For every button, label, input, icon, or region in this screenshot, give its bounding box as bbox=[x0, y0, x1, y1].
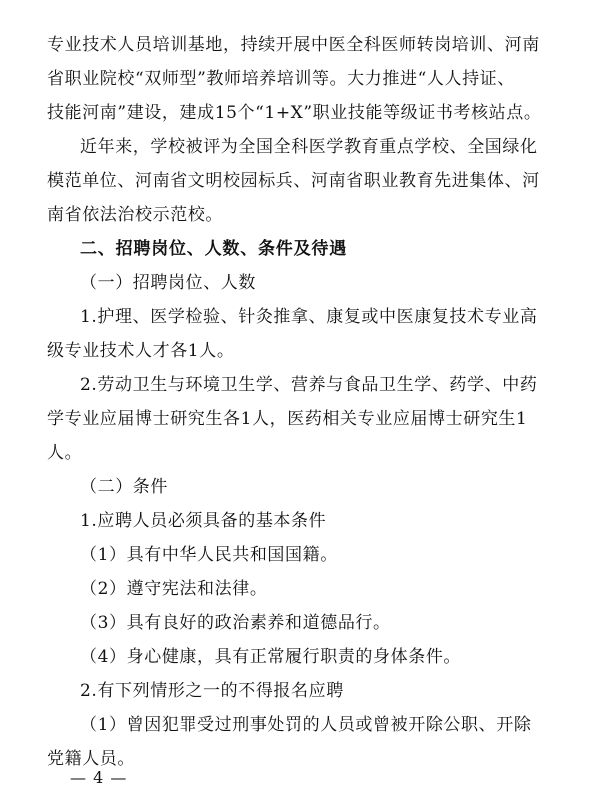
item-1-line-2: 级专业技术人才各1人。 bbox=[47, 341, 235, 361]
condition-3: （3）具有良好的政治素养和道德品行。 bbox=[80, 613, 391, 633]
condition-1: （1）具有中华人民共和国国籍。 bbox=[80, 545, 338, 565]
item-2-line-3: 人。 bbox=[47, 443, 83, 463]
paragraph-2-line-3: 南省依法治校示范校。 bbox=[47, 205, 223, 225]
item-2-line-1: 2.劳动卫生与环境卫生学、营养与食品卫生学、药学、中药 bbox=[80, 375, 538, 395]
condition-4: （4）身心健康，具有正常履行职责的身体条件。 bbox=[80, 647, 462, 667]
body-line-3: 技能河南”建设，建成15个“1+X”职业技能等级证书考核站点。 bbox=[47, 103, 542, 123]
item-1-line-1: 1.护理、医学检验、针灸推拿、康复或中医康复技术专业高 bbox=[80, 307, 538, 327]
condition-2: （2）遵守宪法和法律。 bbox=[80, 579, 268, 599]
item-2-line-2: 学专业应届博士研究生各1人，医药相关专业应届博士研究生1 bbox=[47, 409, 528, 429]
disqualification-1-line-2: 党籍人员。 bbox=[47, 749, 135, 769]
page-number: — 4 — bbox=[70, 768, 128, 787]
body-line-2: 省职业院校“双师型”教师培养培训等。大力推进“人人持证、 bbox=[47, 69, 515, 89]
subsection-heading-positions: （一）招聘岗位、人数 bbox=[80, 273, 256, 293]
section-heading: 二、招聘岗位、人数、条件及待遇 bbox=[80, 239, 347, 259]
disqualification-title: 2.有下列情形之一的不得报名应聘 bbox=[80, 681, 344, 701]
disqualification-1-line-1: （1）曾因犯罪受过刑事处罚的人员或曾被开除公职、开除 bbox=[80, 715, 532, 735]
paragraph-2-line-2: 模范单位、河南省文明校园标兵、河南省职业教育先进集体、河 bbox=[47, 171, 540, 191]
subsection-heading-conditions: （二）条件 bbox=[80, 477, 168, 497]
body-line-1: 专业技术人员培训基地，持续开展中医全科医师转岗培训、河南 bbox=[47, 35, 540, 55]
paragraph-2-line-1: 近年来，学校被评为全国全科医学教育重点学校、全国绿化 bbox=[80, 137, 538, 157]
condition-basic-title: 1.应聘人员必须具备的基本条件 bbox=[80, 511, 327, 531]
